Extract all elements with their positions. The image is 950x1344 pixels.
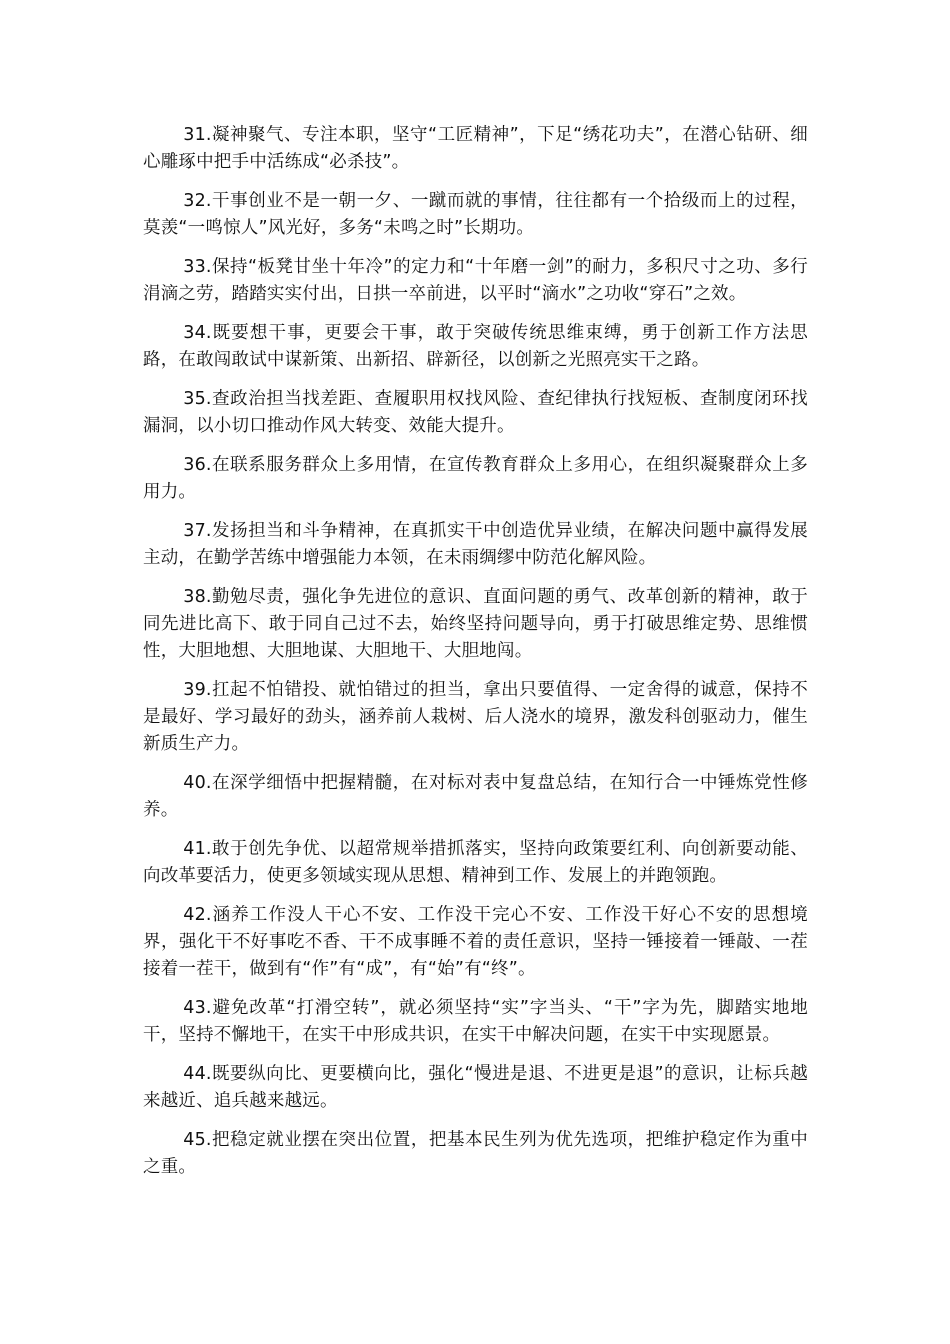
paragraph-33: 33.保持“板凳甘坐十年冷”的定力和“十年磨一剑”的耐力，多积尺寸之功、多行涓滴之劳，踏踏实实付出，日拱一卒前进，以平时“滴水”之功收“穿石”之效。	[143, 257, 808, 304]
paragraph-38: 38.勤勉尽责，强化争先进位的意识、直面问题的勇气、改革创新的精神，敢于同先进比高下、敢于同自己过不去，始终坚持问题导向，勇于打破思维定势、思维惯性，大胆地想、大胆地谋、大胆地干、大胆地闯。	[143, 587, 808, 661]
document-body	[143, 122, 808, 1193]
paragraph-41: 41.敢于创先争优、以超常规举措抓落实，坚持向政策要红利、向创新要动能、向改革要活力，使更多领域实现从思想、精神到工作、发展上的并跑领跑。	[143, 839, 808, 886]
paragraph-40: 40.在深学细悟中把握精髓，在对标对表中复盘总结，在知行合一中锤炼党性修养。	[143, 773, 808, 820]
paragraph-34: 34.既要想干事，更要会干事，敢于突破传统思维束缚，勇于创新工作方法思路，在敢闯敢试中谋新策、出新招、辟新径，以创新之光照亮实干之路。	[143, 323, 808, 370]
paragraph-31: 31.凝神聚气、专注本职，坚守“工匠精神”，下足“绣花功夫”，在潜心钻研、细心雕琢中把手中活练成“必杀技”。	[143, 125, 808, 172]
paragraph-39: 39.扛起不怕错投、就怕错过的担当，拿出只要值得、一定舍得的诚意，保持不是最好、学习最好的劲头，涵养前人栽树、后人浇水的境界，激发科创驱动力，催生新质生产力。	[143, 680, 808, 754]
paragraph-43: 43.避免改革“打滑空转”，就必须坚持“实”字当头、“干”字为先，脚踏实地地干，坚持不懈地干，在实干中形成共识，在实干中解决问题，在实干中实现愿景。	[143, 998, 808, 1045]
paragraph-35: 35.查政治担当找差距、查履职用权找风险、查纪律执行找短板、查制度闭环找漏洞，以小切口推动作风大转变、效能大提升。	[143, 389, 808, 436]
paragraph-36: 36.在联系服务群众上多用情，在宣传教育群众上多用心，在组织凝聚群众上多用力。	[143, 455, 808, 502]
paragraph-44: 44.既要纵向比、更要横向比，强化“慢进是退、不进更是退”的意识，让标兵越来越近、追兵越来越远。	[143, 1064, 808, 1111]
paragraph-32: 32.干事创业不是一朝一夕、一蹴而就的事情，往往都有一个拾级而上的过程，莫羡“一鸣惊人”风光好，多务“未鸣之时”长期功。	[143, 191, 808, 238]
paragraph-45: 45.把稳定就业摆在突出位置，把基本民生列为优先选项，把维护稳定作为重中之重。	[143, 1130, 808, 1177]
paragraph-42: 42.涵养工作没人干心不安、工作没干完心不安、工作没干好心不安的思想境界，强化干不好事吃不香、干不成事睡不着的责任意识，坚持一锤接着一锤敲、一茬接着一茬干，做到有“作”有“成”，有“始”有“终”。	[143, 905, 808, 979]
paragraph-37: 37.发扬担当和斗争精神，在真抓实干中创造优异业绩，在解决问题中赢得发展主动，在勤学苦练中增强能力本领，在未雨绸缪中防范化解风险。	[143, 521, 808, 568]
